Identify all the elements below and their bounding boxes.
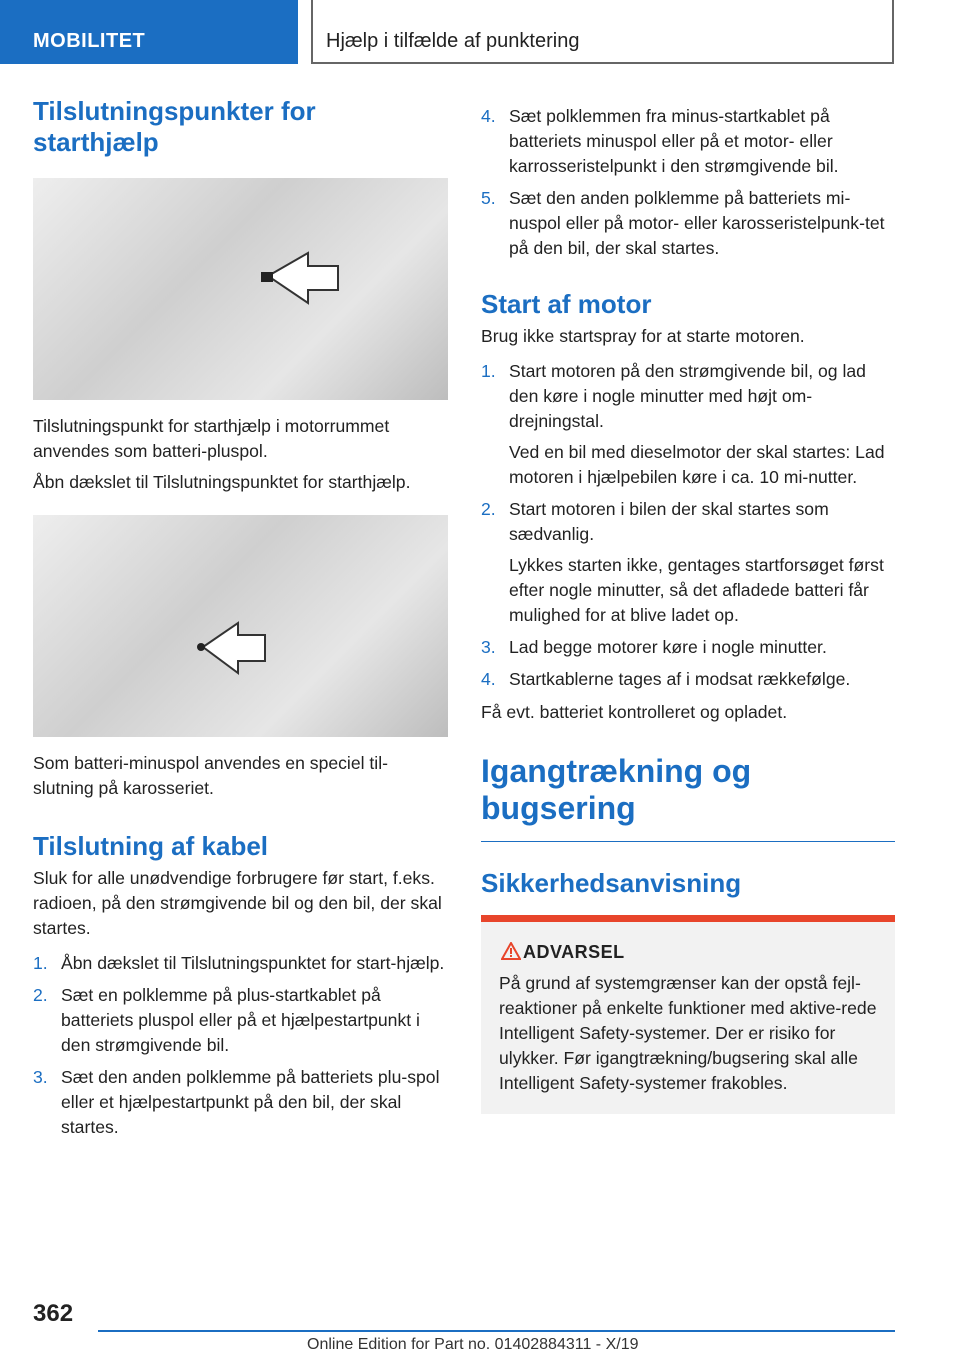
left-column [33, 96, 448, 1140]
list-item: 3. Lad begge motorer køre i nogle minutter. [481, 637, 827, 657]
warning-triangle-icon [501, 942, 521, 960]
chapter-header [311, 0, 894, 64]
page-number: 362 [33, 1300, 74, 1327]
cable-intro: Sluk for alle unødvendige forbrugere før start, f.eks. radioen, på den strømgivende bil og den bil, der skal startes. [33, 868, 442, 938]
section-tab [0, 0, 298, 64]
list-item: 4. Startkablerne tages af i modsat rækkefølge. [481, 669, 851, 689]
list-item: 1. Start motoren på den strømgivende bil, og lad den køre i nogle minutter med højt om-drejningstal. Ved en bil med dieselmotor der skal startes: Lad motoren i hjælpebilen køre i ca. 10 mi-nutter. [481, 361, 885, 487]
section-title: MOBILITET [33, 30, 146, 52]
heading-cable: Tilslutning af kabel [33, 831, 269, 861]
warning-title: ADVARSEL [523, 942, 625, 962]
heading-towing: Igangtrækning og bugsering [481, 753, 752, 826]
edition-note: Online Edition for Part no. 01402884311 - X/19 [307, 1336, 639, 1353]
start-outro: Få evt. batteriet kontrolleret og opladet. [481, 702, 788, 722]
list-item: 1. Åbn dækslet til Tilslutningspunktet for start-hjælp. [33, 953, 445, 973]
heading-jump-points: Tilslutningspunkter for starthjælp [33, 96, 316, 157]
img1-caption: Tilslutningspunkt for starthjælp i motorrummet anvendes som batteri-pluspol. [33, 416, 390, 461]
divider [481, 841, 895, 842]
img1-open-text: Åbn dækslet til Tilslutningspunktet for starthjælp. [33, 472, 411, 492]
warning-box [481, 915, 895, 1114]
list-item: 3. Sæt den anden polklemme på batteriets plu-spol eller et hjælpestartpunkt på den bil, der skal startes. [33, 1067, 440, 1137]
list-item: 4. Sæt polklemmen fra minus-startkablet på batteriets minuspol eller på et motor- eller karrosseristelpunkt i den strømgivende bil. [481, 106, 839, 176]
heading-start: Start af motor [481, 289, 652, 319]
heading-safety: Sikkerhedsanvisning [481, 868, 742, 898]
list-item: 5. Sæt den anden polklemme på batteriets mi-nuspol eller på motor- eller karosseristelpunk-tet på den bil, der skal startes. [481, 188, 885, 258]
arrow-icon [33, 178, 448, 400]
engine-photo-plus [33, 178, 448, 400]
list-item: 2. Sæt en polklemme på plus-startkablet på batteriets pluspol eller på et hjælpestartpunkt i den strømgivende bil. [33, 985, 420, 1055]
right-column [481, 104, 896, 1114]
chapter-title: Hjælp i tilfælde af punktering [326, 30, 580, 52]
start-intro: Brug ikke startspray for at starte motoren. [481, 326, 805, 346]
warning-text: På grund af systemgrænser kan der opstå fejl-reaktioner på enkelte funktioner med aktive-rede Intelligent Safety-systemer. Der er risiko for ulykker. Før igangtrækning/bugsering skal alle Intelligent Safety-systemer frakobles. [499, 973, 877, 1093]
list-item: 2. Start motoren i bilen der skal startes som sædvanlig. Lykkes starten ikke, gentages startforsøget først efter nogle minutter, så det afladede batteri får mulighed for at blive ladet op. [481, 499, 884, 625]
engine-photo-minus [33, 515, 448, 737]
img2-caption: Som batteri-minuspol anvendes en speciel til-slutning på karosseriet. [33, 753, 388, 798]
cable-steps [33, 951, 448, 1140]
arrow-icon [33, 515, 448, 737]
start-steps [481, 359, 896, 692]
footer-divider [98, 1330, 895, 1332]
